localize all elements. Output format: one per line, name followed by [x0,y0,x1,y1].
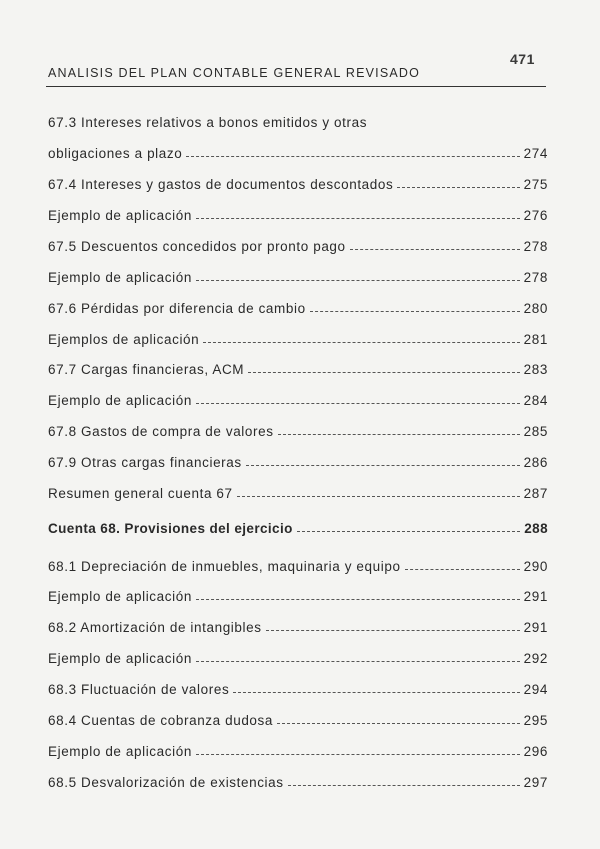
toc-entry-page: 288 [524,521,548,536]
toc-entry [48,176,548,194]
toc-entry-page: 291 [523,620,548,635]
toc-entry-page: 284 [523,393,548,408]
toc-entry-page: 286 [523,455,548,470]
toc-entry-page: 285 [523,424,548,439]
toc-entry [48,300,548,318]
toc-entry [48,558,548,576]
dot-leader [397,187,520,188]
toc-entry-title: Cuenta 68. Provisiones del ejercicio [48,521,293,536]
toc-entry-page: 275 [523,177,548,192]
toc-entry [48,269,548,287]
toc-entry [48,454,548,472]
toc-entry-title: obligaciones a plazo [48,146,183,161]
toc-entry-title: 67.9 Otras cargas financieras [48,455,242,470]
dot-leader [350,249,520,250]
toc-entry [48,114,548,132]
dot-leader [203,342,520,343]
toc-entry-page: 295 [523,713,548,728]
toc-entry-title: Ejemplo de aplicación [48,393,192,408]
dot-leader [405,569,520,570]
toc-entry-title: Ejemplo de aplicación [48,208,192,223]
toc-entry-page: 296 [523,744,548,759]
toc-entry [48,361,548,379]
toc-entry-title: Ejemplo de aplicación [48,589,192,604]
dot-leader [237,496,520,497]
toc-entry-title: 67.7 Cargas financieras, ACM [48,362,245,377]
toc-entry-title: 67.6 Pérdidas por diferencia de cambio [48,301,306,316]
toc-entry-page: 297 [523,775,548,790]
dot-leader [196,754,520,755]
toc-entry-page: 294 [523,682,548,697]
toc-entry-page: 290 [523,559,548,574]
dot-leader [196,403,520,404]
toc-entry-title: 68.4 Cuentas de cobranza dudosa [48,713,274,728]
dot-leader [310,311,520,312]
dot-leader [186,156,520,157]
toc-entry [48,588,548,606]
toc-entry [48,485,548,503]
toc-entry-page: 278 [523,239,548,254]
toc-entry-page: 278 [523,270,548,285]
dot-leader [277,723,520,724]
running-head: ANALISIS DEL PLAN CONTABLE GENERAL REVISADO [48,66,421,80]
toc-entry [48,681,548,699]
toc-entry [48,145,548,163]
toc-entry [48,712,548,730]
toc-entry-title: 67.5 Descuentos concedidos por pronto pago [48,239,346,254]
toc-entry [48,423,548,441]
toc-entry-title: 68.1 Depreciación de inmuebles, maquinaria y equipo [48,559,401,574]
dot-leader [196,280,520,281]
toc-entry-page: 292 [523,651,548,666]
toc-entry [48,774,548,792]
toc-entry-title: 68.3 Fluctuación de valores [48,682,230,697]
toc-entry-title: 68.2 Amortización de intangibles [48,620,262,635]
dot-leader [233,692,520,693]
toc-entry [48,743,548,761]
dot-leader [246,465,520,466]
dot-leader [248,372,520,373]
toc-entry-page: 287 [523,486,548,501]
toc-entry-title: Ejemplo de aplicación [48,651,192,666]
toc-entry-title: 67.8 Gastos de compra de valores [48,424,274,439]
dot-leader [297,531,520,532]
toc-entry-title: 67.3 Intereses relativos a bonos emitidos y otras [48,115,368,130]
dot-leader [196,218,520,219]
toc-entry-page: 281 [523,332,548,347]
toc-entry-title: 67.4 Intereses y gastos de documentos descontados [48,177,394,192]
toc-entry-page: 283 [523,362,548,377]
toc-entry [48,619,548,637]
toc-entry-title: Ejemplos de aplicación [48,332,200,347]
dot-leader [288,785,520,786]
toc-entry [48,238,548,256]
dot-leader [196,661,520,662]
toc-entry [48,207,548,225]
dot-leader [278,434,520,435]
toc-entry-page: 274 [523,146,548,161]
dot-leader [266,630,520,631]
toc-entry [48,392,548,410]
dot-leader [196,599,520,600]
toc-entry-title: Ejemplo de aplicación [48,744,192,759]
toc-section-heading [48,520,548,538]
toc-entry-page: 276 [523,208,548,223]
toc-entry-page: 280 [523,301,548,316]
toc-entry-title: Resumen general cuenta 67 [48,486,233,501]
toc-entry-page: 291 [523,589,548,604]
toc-entry-title: Ejemplo de aplicación [48,270,192,285]
toc-entry-title: 68.5 Desvalorización de existencias [48,775,284,790]
toc-entry [48,650,548,668]
toc-entry [48,331,548,349]
page-number: 471 [510,51,535,67]
